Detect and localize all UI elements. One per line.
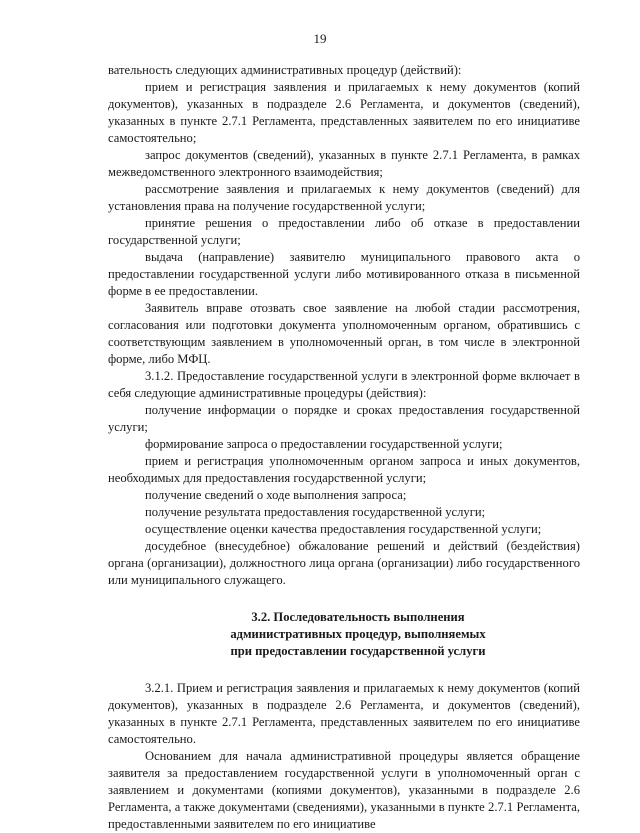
document-body (108, 62, 580, 833)
spacer (108, 589, 580, 609)
list-item: формирование запроса о предоставлении государственной услуги; (145, 437, 503, 451)
paragraph: 3.1.2. Предоставление государственной услуги в электронной форме включает в себя следующие административные процедуры (действия): (108, 369, 580, 400)
page-number: 19 (313, 31, 327, 46)
section-heading-line: при предоставлении государственной услуги (230, 644, 486, 658)
list-item: получение сведений о ходе выполнения запроса; (145, 488, 407, 502)
paragraph: Основанием для начала административной процедуры является обращение заявителя за предоставлением государственной услуги в уполномоченный орган с заявлением и документами (копиями документов), указанными в подразделе 2.6 Регламента, а также документами (сведениями), указанными в пункте 2.7.1 Регламента, предоставленными заявителем по его инициативе (108, 749, 580, 831)
list-item: рассмотрение заявления и прилагаемых к нему документов (сведений) для установления права на получение государственной услуги; (108, 182, 580, 213)
spacer (108, 660, 580, 680)
list-item: досудебное (внесудебное) обжалование решений и действий (бездействия) органа (организации), должностного лица органа (организации) либо государственного или муниципального служащего. (108, 539, 580, 587)
list-item: выдача (направление) заявителю муниципального правового акта о предоставлении государственной услуги либо мотивированного отказа в письменной форме в ее предоставлении. (108, 250, 580, 298)
list-item: запрос документов (сведений), указанных в пункте 2.7.1 Регламента, в рамках межведомственного электронного взаимодействия; (108, 148, 580, 179)
section-heading-line: административных процедур, выполняемых (230, 627, 486, 641)
list-item: получение информации о порядке и сроках предоставления государственной услуги; (108, 403, 580, 434)
paragraph-continuation: вательность следующих административных процедур (действий): (108, 63, 462, 77)
list-item: прием и регистрация заявления и прилагаемых к нему документов (копий документов), указанных в подразделе 2.6 Регламента, и документов (сведений), указанных в пункте 2.7.1 Регламента, представленных заявителем по его инициативе самостоятельно; (108, 80, 580, 145)
list-item: прием и регистрация уполномоченным органом запроса и иных документов, необходимых для предоставления государственной услуги; (108, 454, 580, 485)
paragraph: 3.2.1. Прием и регистрация заявления и прилагаемых к нему документов (копий документов), указанных в подразделе 2.6 Регламента, и документов (сведений), указанных в пункте 2.7.1 Регламента, представленных заявителем по его инициативе самостоятельно. (108, 681, 580, 746)
paragraph: Заявитель вправе отозвать свое заявление на любой стадии рассмотрения, согласования или подготовки документа уполномоченным органом, обратившись с соответствующим заявлением в уполномоченный орган, в том числе в электронной форме, либо МФЦ. (108, 301, 580, 366)
list-item: принятие решения о предоставлении либо об отказе в предоставлении государственной услуги; (108, 216, 580, 247)
list-item: получение результата предоставления государственной услуги; (145, 505, 486, 519)
section-heading-line: 3.2. Последовательность выполнения (251, 610, 465, 624)
list-item: осуществление оценки качества предоставления государственной услуги; (145, 522, 542, 536)
